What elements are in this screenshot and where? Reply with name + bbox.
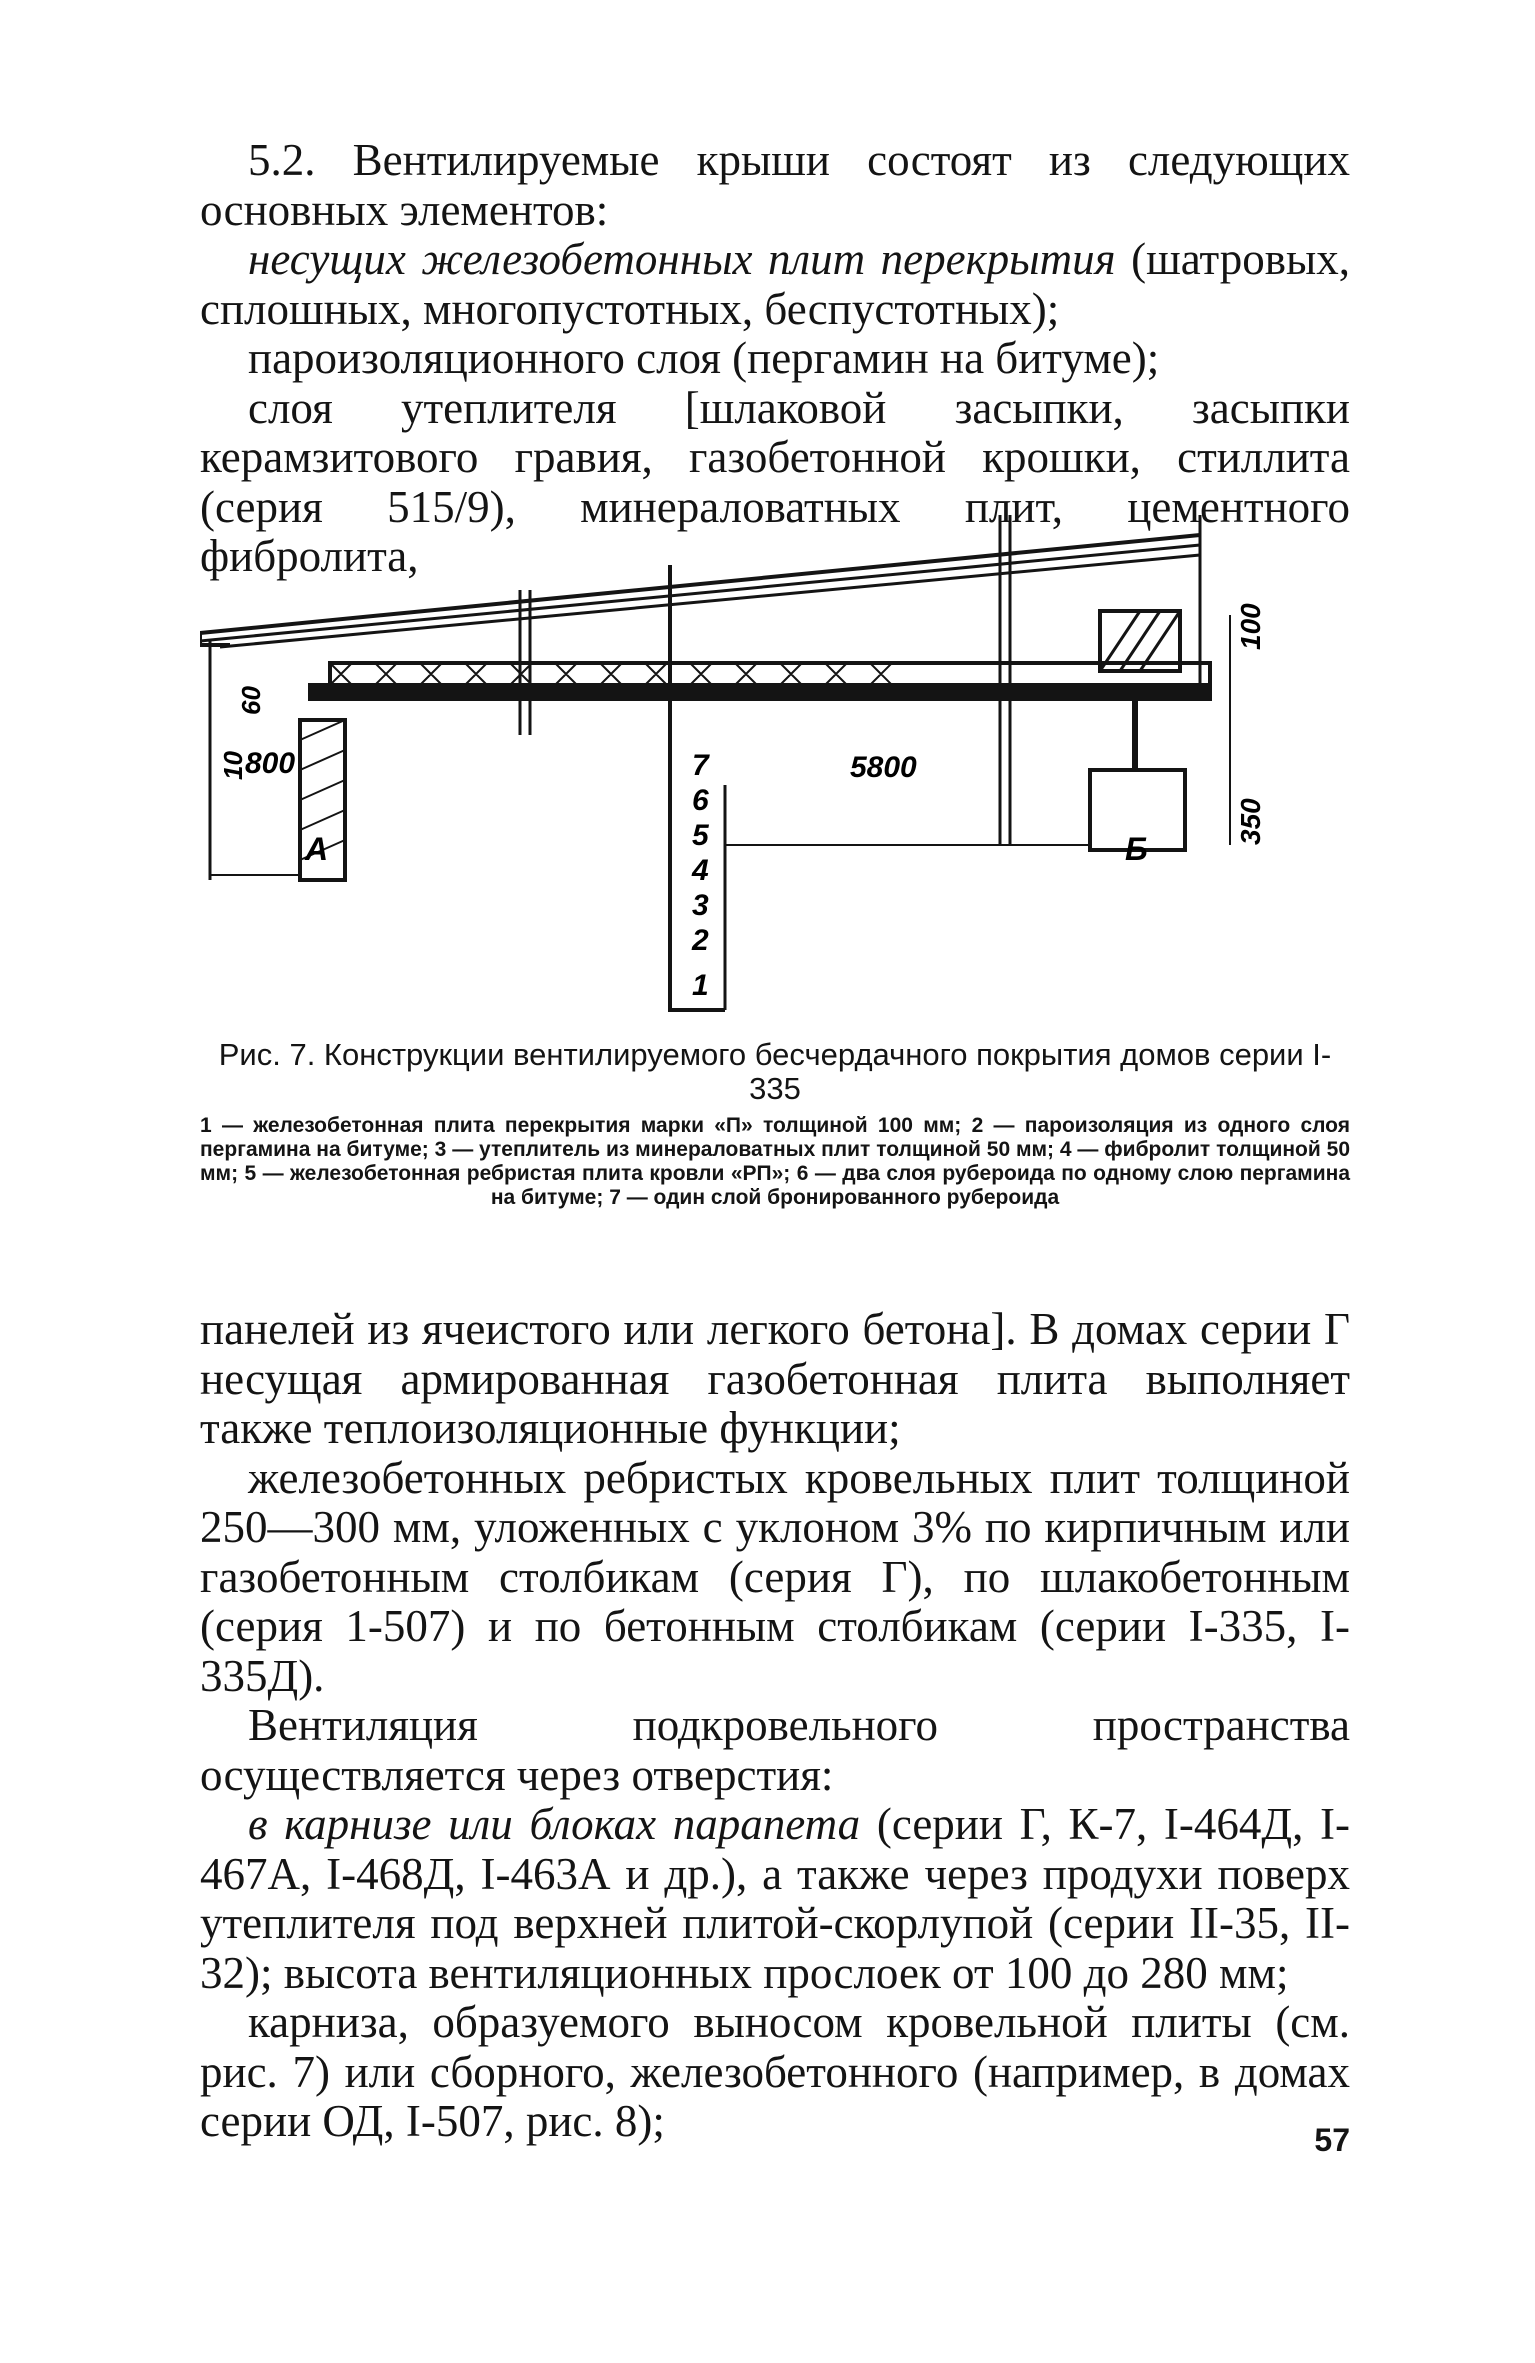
layer-number: 6 [692, 784, 709, 817]
support-label-b: Б [1125, 831, 1148, 867]
paragraph-text: пароизоляционного слоя (пергамин на битуме); [248, 333, 1160, 383]
layer-number: 4 [692, 854, 709, 887]
layer-number: 2 [692, 924, 709, 957]
paragraph-text: железобетонных ребристых кровельных плит толщиной 250—300 мм, уложенных с уклоном 3% по кирпичным или газобетонным столбикам (серия Г), по шлакобетонным (серия 1-507) и по бетонным столбикам (серии I-335, I-335Д). [200, 1452, 1350, 1701]
paragraph [200, 1701, 1350, 1800]
paragraph [200, 1800, 1350, 1998]
layer-number: 1 [692, 969, 709, 1002]
paragraph-text: панелей из ячеистого или легкого бетона]. В домах серии Г несущая армированная газобетонная плита выполняет также теплоизоляционные функции; [200, 1304, 1350, 1453]
layer-number: 7 [692, 749, 709, 782]
roof-section-drawing [200, 515, 1350, 1015]
caption-legend: 1 — железобетонная плита перекрытия марки «П» толщиной 100 мм; 2 — пароизоляция из одного слоя пергамина на битуме; 3 — утеплитель из минераловатных плит толщиной 50 мм; 4 — фибролит толщиной 50 мм; 5 — железобетонная ребристая плита кровли «РП»; 6 — два слоя рубероида по одному слою пергамина на битуме; 7 — один слой бронированного рубероида [200, 1114, 1350, 1209]
roof-section-figure [200, 515, 1350, 1015]
roof-layer-line [200, 545, 1200, 641]
insulation-layer [330, 663, 1210, 685]
roof-top-line [200, 535, 1200, 633]
paragraph [200, 1454, 1350, 1702]
dim-right-bottom: 350 [1235, 798, 1266, 845]
dim-left-span: 800 [245, 747, 296, 780]
dim-h2: 60 [236, 686, 266, 715]
paragraph [200, 1998, 1350, 2147]
insulation-hatch [330, 663, 892, 685]
figure-caption [200, 1038, 1350, 1210]
paragraph-text: карниза, образуемого выносом кровельной плиты (см. рис. 7) или сборного, железобетонного (например, в домах серии ОД, I-507, рис. 8); [200, 1997, 1350, 2146]
paragraph [200, 1305, 1350, 1454]
paragraph-text: (шатровых, сплошных, многопустотных, беспустотных); [200, 234, 1350, 334]
ceiling-slab [310, 685, 1210, 699]
paragraph-lead-italic: несущих железобетонных плит перекрытия [248, 234, 1116, 284]
paragraph [200, 334, 1350, 384]
text-block-bottom [200, 1305, 1350, 2147]
paragraph [200, 235, 1350, 334]
paragraph-text: слоя утеплителя [шлаковой засыпки, засыпки керамзитового гравия, газобетонной крошки, стиллита (серия 515/9), минераловатных плит, цементного фибролита, [200, 382, 1350, 581]
dim-main-span: 5800 [850, 751, 917, 784]
support-label-a: А [305, 831, 329, 867]
paragraph [200, 136, 1350, 235]
paragraph-text: (серии Г, К-7, I-464Д, I-467А, I-468Д, I-463А и др.), а также через продухи поверх утеплителя под верхней плитой-скорлупой (серии II-35, II-32); высота вентиляционных прослоек от 100 до 280 мм; [200, 1799, 1350, 1998]
page-number: 57 [1314, 2122, 1350, 2158]
layer-number: 5 [692, 819, 709, 852]
paragraph-lead-italic: в карнизе или блоках парапета [248, 1799, 861, 1849]
paragraph-text: 5.2. Вентилируемые крыши состоят из следующих основных элементов: [200, 135, 1350, 235]
dim-h1: 10 [218, 751, 248, 780]
dim-right-top: 100 [1235, 603, 1266, 650]
layer-number: 3 [692, 889, 709, 922]
paragraph-text: Вентиляция подкровельного пространства осуществляется через отверстия: [200, 1700, 1350, 1800]
roof-layer-line [220, 555, 1200, 647]
caption-title: Рис. 7. Конструкции вентилируемого бесчердачного покрытия домов серии I-335 [218, 1037, 1332, 1106]
